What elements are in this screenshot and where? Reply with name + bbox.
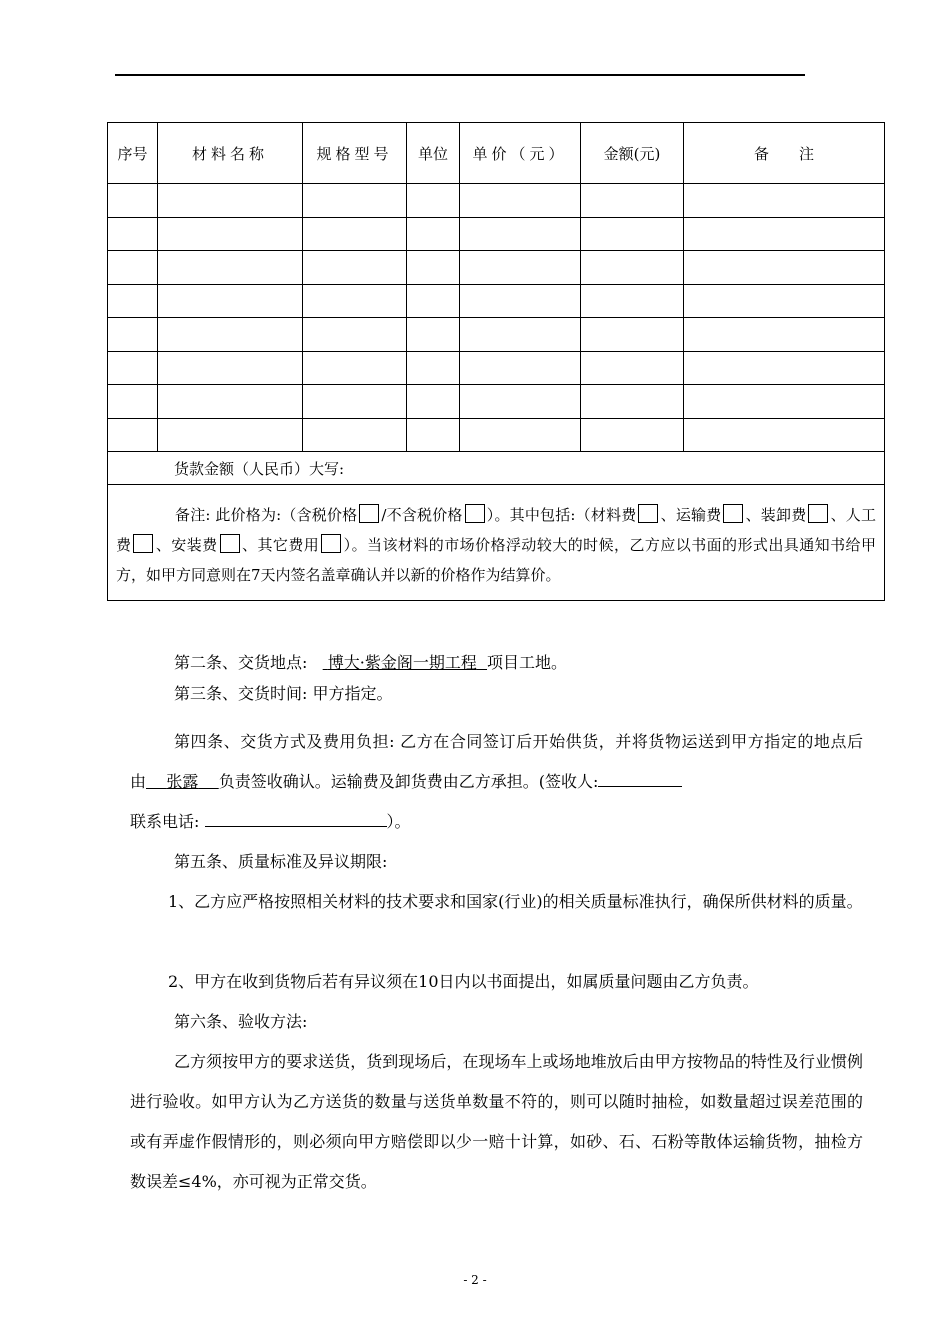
col-header-remarks: 备 注: [684, 123, 885, 184]
table-cell[interactable]: [108, 418, 158, 452]
phone-blank[interactable]: [205, 812, 387, 827]
table-cell[interactable]: [684, 418, 885, 452]
table-row: [108, 184, 885, 218]
clause-text: ）。: [386, 812, 411, 831]
note-text: 、其它费用: [241, 536, 320, 554]
table-cell[interactable]: [460, 418, 581, 452]
table-row: [108, 251, 885, 285]
table-cell[interactable]: [303, 418, 407, 452]
table-cell[interactable]: [407, 385, 460, 419]
header-rule: [115, 74, 805, 76]
materials-table: [107, 122, 885, 601]
table-row: [108, 418, 885, 452]
table-row: [108, 318, 885, 352]
table-cell[interactable]: [407, 184, 460, 218]
clause-text: 联系电话:: [130, 812, 200, 831]
delivery-place-value: 博大·紫金阁一期工程: [327, 653, 477, 672]
table-cell[interactable]: [581, 385, 684, 419]
table-cell[interactable]: [407, 284, 460, 318]
table-cell[interactable]: [460, 351, 581, 385]
clause-5-item-1: 1、乙方应严格按照相关材料的技术要求和国家(行业)的相关质量标准执行，确保所供材料的质量。: [168, 892, 863, 911]
table-cell[interactable]: [407, 418, 460, 452]
signer-blank[interactable]: [598, 772, 682, 787]
note-text: 、人工费: [116, 506, 876, 554]
table-cell[interactable]: [108, 385, 158, 419]
transport-fee-checkbox[interactable]: [723, 504, 743, 523]
table-cell[interactable]: [108, 351, 158, 385]
table-row: [108, 351, 885, 385]
table-cell[interactable]: [581, 217, 684, 251]
table-cell[interactable]: [581, 251, 684, 285]
table-cell[interactable]: [158, 217, 303, 251]
table-cell[interactable]: [158, 385, 303, 419]
other-fee-checkbox[interactable]: [321, 534, 341, 553]
labor-fee-checkbox[interactable]: [133, 534, 153, 553]
table-cell[interactable]: [581, 351, 684, 385]
table-cell[interactable]: [158, 284, 303, 318]
table-cell[interactable]: [581, 318, 684, 352]
col-header-index: 序号: [108, 123, 158, 184]
table-cell[interactable]: [158, 418, 303, 452]
note-text: /不含税价格: [381, 506, 463, 524]
table-cell[interactable]: [108, 217, 158, 251]
material-fee-checkbox[interactable]: [638, 504, 658, 523]
table-cell[interactable]: [303, 385, 407, 419]
page-number: - 2 -: [463, 1273, 487, 1287]
clause-text: 负责签收确认。运输费及卸货费由乙方承担。(签收人:: [218, 772, 599, 791]
delivery-place-field[interactable]: [323, 653, 487, 672]
col-header-unit-price: 单价（元）: [460, 123, 581, 184]
table-cell[interactable]: [303, 284, 407, 318]
table-cell[interactable]: [303, 217, 407, 251]
clause-4-delivery-method: [130, 722, 863, 842]
note-text: ）。其中包括:（材料费: [486, 506, 637, 524]
table-cell[interactable]: [460, 251, 581, 285]
table-cell[interactable]: [460, 385, 581, 419]
table-cell[interactable]: [303, 251, 407, 285]
table-cell[interactable]: [108, 284, 158, 318]
table-cell[interactable]: [158, 351, 303, 385]
table-cell[interactable]: [684, 217, 885, 251]
col-header-amount: 金额(元): [581, 123, 684, 184]
table-cell[interactable]: [108, 184, 158, 218]
table-cell[interactable]: [460, 184, 581, 218]
note-text: ）。当该材料的市场价格浮动较大的时候，乙方应以书面的形式出具通知书给甲方，如甲方同意则在7天内签名盖章确认并以新的价格作为结算价。: [116, 536, 876, 584]
table-row: [108, 284, 885, 318]
note-text: 、装卸费: [745, 506, 807, 524]
install-fee-checkbox[interactable]: [220, 534, 240, 553]
table-cell[interactable]: [407, 217, 460, 251]
table-cell[interactable]: [303, 318, 407, 352]
receiver-name-field[interactable]: [146, 772, 219, 791]
loading-fee-checkbox[interactable]: [808, 504, 828, 523]
table-cell[interactable]: [684, 184, 885, 218]
clause-3-delivery-time: 第三条、交货时间: 甲方指定。: [174, 684, 393, 703]
table-cell[interactable]: [303, 184, 407, 218]
col-header-spec: 规格型号: [303, 123, 407, 184]
table-cell[interactable]: [684, 251, 885, 285]
clause-6-title: 第六条、验收方法:: [174, 1012, 308, 1031]
clause-text: 项目工地。: [487, 653, 568, 672]
col-header-unit: 单位: [407, 123, 460, 184]
table-cell[interactable]: [581, 418, 684, 452]
tax-excluded-checkbox[interactable]: [465, 504, 485, 523]
total-amount-label: 货款金额（人民币）大写:: [108, 452, 885, 485]
receiver-name-value: 张露: [166, 772, 199, 791]
table-row: [108, 217, 885, 251]
table-cell[interactable]: [158, 251, 303, 285]
phone-line: [130, 802, 411, 842]
table-header-row: [108, 123, 885, 184]
table-cell[interactable]: [684, 385, 885, 419]
table-cell[interactable]: [407, 251, 460, 285]
note-text: 备注: 此价格为:（含税价格: [175, 506, 358, 524]
table-cell[interactable]: [581, 184, 684, 218]
table-cell[interactable]: [460, 284, 581, 318]
table-cell[interactable]: [684, 351, 885, 385]
table-cell[interactable]: [684, 318, 885, 352]
clause-text: 第二条、交货地点:: [174, 653, 308, 672]
col-header-material-name: 材料名称: [158, 123, 303, 184]
table-row: [108, 385, 885, 419]
table-cell[interactable]: [407, 351, 460, 385]
table-cell[interactable]: [108, 318, 158, 352]
table-cell[interactable]: [303, 351, 407, 385]
tax-included-checkbox[interactable]: [359, 504, 379, 523]
table-cell[interactable]: [158, 318, 303, 352]
table-cell[interactable]: [460, 217, 581, 251]
table-cell[interactable]: [158, 184, 303, 218]
table-cell[interactable]: [407, 318, 460, 352]
note-text: 、安装费: [155, 536, 218, 554]
note-text: 、运输费: [660, 506, 722, 524]
clause-text: 第四条、交货方式及费用负担: 乙方在合同签订后开始供货，并将货物运送到甲方指定的地点后由: [130, 732, 863, 791]
clause-5-title: 第五条、质量标准及异议期限:: [174, 852, 388, 871]
table-cell[interactable]: [684, 284, 885, 318]
table-cell[interactable]: [581, 284, 684, 318]
price-note: [108, 485, 885, 601]
table-cell[interactable]: [108, 251, 158, 285]
clause-6-body: 乙方须按甲方的要求送货，货到现场后，在现场车上或场地堆放后由甲方按物品的特性及行业惯例进行验收。如甲方认为乙方送货的数量与送货单数量不符的，则可以随时抽检，如数量超过误差范围的或有弄虚作假情形的，则必须向甲方赔偿即以少一赔十计算，如砂、石、石粉等散体运输货物，抽检方数误差≤4%，亦可视为正常交货。: [130, 1052, 863, 1191]
clause-5-item-2: 2、甲方在收到货物后若有异议须在10日内以书面提出，如属质量问题由乙方负责。: [168, 972, 759, 991]
table-cell[interactable]: [460, 318, 581, 352]
